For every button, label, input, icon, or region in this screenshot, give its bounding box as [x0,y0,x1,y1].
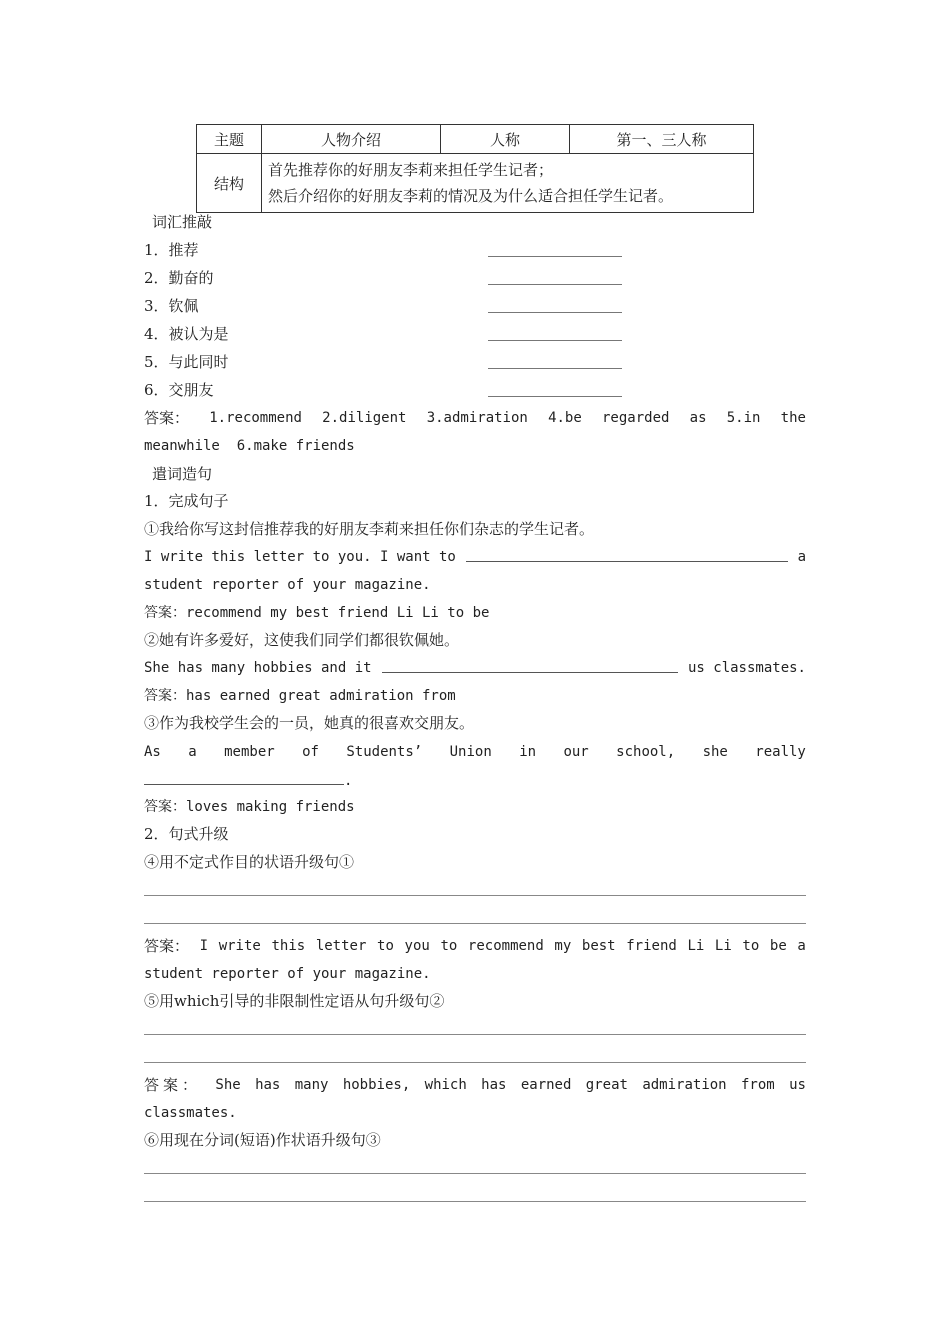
vocab-item: 2．勤奋的 [144,269,214,287]
answer-word: be [769,938,787,954]
answer-word: you [404,938,430,954]
table-cell: 人称 [441,125,570,154]
answer-word: from [741,1077,775,1093]
structure-line: 首先推荐你的好朋友李莉来担任学生记者； [268,161,554,179]
answer-word: this [271,938,306,954]
part-title: 2．句式升级 [144,825,229,843]
answer-word: us [789,1077,806,1093]
answer-blank[interactable] [488,368,622,369]
answer-text [144,1075,806,1095]
answer-word: friend [626,938,677,954]
table-cell: 结构 [197,154,262,213]
vocab-item: 6．交朋友 [144,381,214,399]
sentences-heading: 遣词造句 [152,465,213,483]
vocab-answer-cont: meanwhile 6.make friends [144,438,355,454]
answer-word: to [440,938,458,954]
question-word: really [755,744,806,760]
question-text: She has many hobbies and it [144,660,372,676]
question-cn: ③作为我校学生会的一员，她真的很喜欢交朋友。 [144,714,475,732]
writing-line[interactable] [144,1034,806,1035]
answer-text: 答案：has earned great admiration from [144,688,456,704]
answer-word: write [218,938,261,954]
answer-word: my [554,938,572,954]
answer-label: 答案： [144,937,190,955]
vocab-answer [144,408,806,428]
answer-text-cont: classmates. [144,1105,237,1121]
vocab-item: 1．推荐 [144,241,199,259]
question-word: Students’ [346,744,423,760]
fill-blank[interactable] [144,770,344,785]
question-word: she [702,744,728,760]
question-word: member [224,744,275,760]
answer-word: 3.admiration [426,410,528,426]
answer-word: Li [687,938,705,954]
answer-word: recommend [467,938,544,954]
answer-word: hobbies, [342,1077,411,1093]
answer-text: 答案：loves making friends [144,799,355,815]
answer-word: 4.be [548,410,582,426]
table-cell: 第一、三人称 [570,125,754,154]
question-en-cont: student reporter of your magazine. [144,577,431,593]
answer-text: 答案：recommend my best friend Li Li to be [144,605,490,621]
question-word: Union [449,744,492,760]
answer-word: Li [714,938,732,954]
writing-line[interactable] [144,1173,806,1174]
question-text: I write this letter to you. I want to [144,549,456,565]
answer-blank[interactable] [488,340,622,341]
question-word: a [188,744,197,760]
question-cn: ④用不定式作目的状语升级句① [144,853,355,871]
question-cn: ①我给你写这封信推荐我的好朋友李莉来担任你们杂志的学生记者。 [144,520,595,538]
answer-blank[interactable] [488,312,622,313]
structure-line: 然后介绍你的好朋友李莉的情况及为什么适合担任学生记者。 [268,187,674,205]
answer-word: I [199,938,209,954]
table-cell: 人物介绍 [262,125,441,154]
writing-line[interactable] [144,1201,806,1202]
answer-label: 答案： [144,1076,202,1094]
question-word: school, [616,744,676,760]
answer-word: which [424,1077,467,1093]
writing-line[interactable] [144,1062,806,1063]
structure-cell [262,154,754,213]
vocab-item: 4．被认为是 [144,325,229,343]
answer-word: as [689,410,707,426]
answer-word: to [742,938,760,954]
table-row [197,154,754,213]
question-en [144,547,806,567]
answer-word: 5.in [726,410,761,426]
question-word: of [302,744,319,760]
table-row [197,125,754,154]
question-en [144,742,806,762]
answer-word: 1.recommend [209,410,302,426]
answer-word: 2.diligent [322,410,407,426]
answer-word: admiration [642,1077,727,1093]
vocab-heading: 词汇推敲 [152,213,213,231]
fill-blank[interactable] [466,547,788,562]
answer-word: She [215,1077,241,1093]
writing-line[interactable] [144,923,806,924]
question-en-cont [144,770,806,791]
question-text: a [797,549,806,565]
question-cn: ⑤用which引导的非限制性定语从句升级句② [144,992,445,1010]
question-word: As [144,744,161,760]
answer-word: best [581,938,616,954]
part-title: 1．完成句子 [144,492,229,510]
answer-text [144,936,806,956]
answer-blank[interactable] [488,256,622,257]
writing-line[interactable] [144,895,806,896]
answer-word: earned [520,1077,572,1093]
question-cn: ②她有许多爱好，这使我们同学们都很钦佩她。 [144,631,460,649]
question-word: our [563,744,589,760]
answer-word: great [585,1077,628,1093]
topic-table [196,124,754,213]
answer-word: the [780,410,806,426]
answer-word: has [481,1077,507,1093]
answer-word: has [255,1077,281,1093]
question-cn: ⑥用现在分词(短语)作状语升级句③ [144,1131,381,1149]
question-word: in [519,744,537,760]
question-en [144,658,806,678]
question-text: us classmates. [687,660,806,676]
answer-word: regarded [602,410,670,426]
answer-label: 答案： [144,409,190,427]
vocab-item: 5．与此同时 [144,353,229,371]
table-cell: 主题 [197,125,262,154]
answer-word: a [797,938,806,954]
answer-blank[interactable] [488,284,622,285]
vocab-item: 3．钦佩 [144,297,199,315]
answer-text-cont: student reporter of your magazine. [144,966,431,982]
answer-word: letter [315,938,367,954]
question-text: . [344,773,353,789]
fill-blank[interactable] [382,658,678,673]
answer-blank[interactable] [488,396,622,397]
answer-word: many [294,1077,329,1093]
answer-word: to [377,938,394,954]
